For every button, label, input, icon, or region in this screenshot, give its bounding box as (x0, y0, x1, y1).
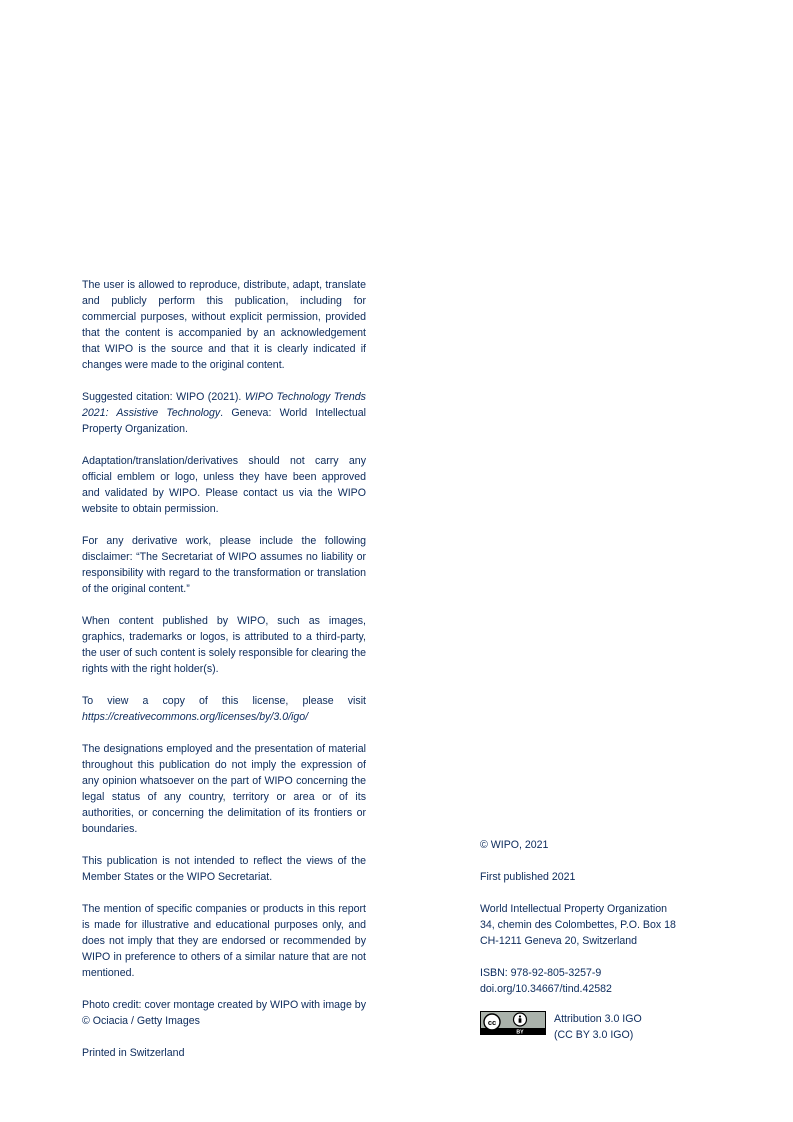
license-paragraph: The user is allowed to reproduce, distribute, adapt, translate and publicly perform this publication, including for commercial purposes, without explicit permission, provided that the content is accompanied by an acknowledgement that WIPO is the source and that it is clearly indicated if changes were made to the original content. (82, 279, 366, 371)
mention-paragraph: The mention of specific companies or products in this report is made for illustrative and educational purposes only, and does not imply that they are endorsed or recommended by WIPO in preference to others of a similar nature that are not mentioned. (82, 903, 366, 979)
svg-text:cc: cc (487, 1017, 497, 1027)
license-link-paragraph (82, 693, 366, 725)
license-url-link[interactable]: https://creativecommons.org/licenses/by/3.0/igo/ (82, 711, 309, 723)
views-paragraph: This publication is not intended to reflect the views of the Member States or the WIPO Secretariat. (82, 855, 366, 883)
citation-suffix: . Geneva: World Intellectual Property Organization. (82, 407, 366, 435)
org-address-line-1: 34, chemin des Colombettes, P.O. Box 18 (480, 919, 676, 931)
photo-credit-paragraph: Photo credit: cover montage created by WIPO with image by © Ociacia / Getty Images (82, 999, 366, 1027)
derivative-disclaimer-paragraph: For any derivative work, please include the following disclaimer: “The Secretariat of WIPO assumes no liability or responsibility with regard to the transformation or translation of the original content.” (82, 535, 366, 595)
identifiers (480, 965, 720, 997)
designations-paragraph: The designations employed and the presentation of material throughout this publication do not imply the expression of any opinion whatsoever on the part of WIPO concerning the legal status of any country, territory or area or of its authorities, or concerning the delimitation of its frontiers or boundaries. (82, 743, 366, 835)
legal-notice-column (82, 277, 366, 1077)
isbn-line: ISBN: 978-92-805-3257-9 (480, 967, 602, 979)
printed-paragraph: Printed in Switzerland (82, 1047, 185, 1059)
cc-line-1: Attribution 3.0 IGO (554, 1013, 642, 1025)
adaptation-paragraph: Adaptation/translation/derivatives should not carry any official emblem or logo, unless they have been approved and validated by WIPO. Please contact us via the WIPO website to obtain permission. (82, 455, 366, 515)
cc-license-row (480, 1011, 720, 1043)
cc-badge-label: BY (516, 1029, 524, 1035)
citation-paragraph (82, 389, 366, 437)
copyright-line: © WIPO, 2021 (480, 839, 549, 851)
org-address-line-2: CH-1211 Geneva 20, Switzerland (480, 935, 638, 947)
publication-info-column (480, 837, 720, 1043)
citation-prefix: Suggested citation: WIPO (2021). (82, 391, 245, 403)
license-view-prefix: To view a copy of this license, please visit (82, 695, 366, 707)
cc-by-badge-icon (480, 1011, 546, 1035)
organization-address (480, 901, 720, 949)
third-party-paragraph: When content published by WIPO, such as images, graphics, trademarks or logos, is attributed to a third-party, the user of such content is solely responsible for clearing the rights with the right holder(s). (82, 615, 366, 675)
org-name: World Intellectual Property Organization (480, 903, 668, 915)
cc-license-text (554, 1011, 642, 1043)
cc-line-2: (CC BY 3.0 IGO) (554, 1029, 634, 1041)
first-published-line: First published 2021 (480, 871, 576, 883)
doi-line: doi.org/10.34667/tind.42582 (480, 983, 612, 995)
citation-title: WIPO Technology Trends 2021: Assistive Technology (82, 391, 366, 419)
